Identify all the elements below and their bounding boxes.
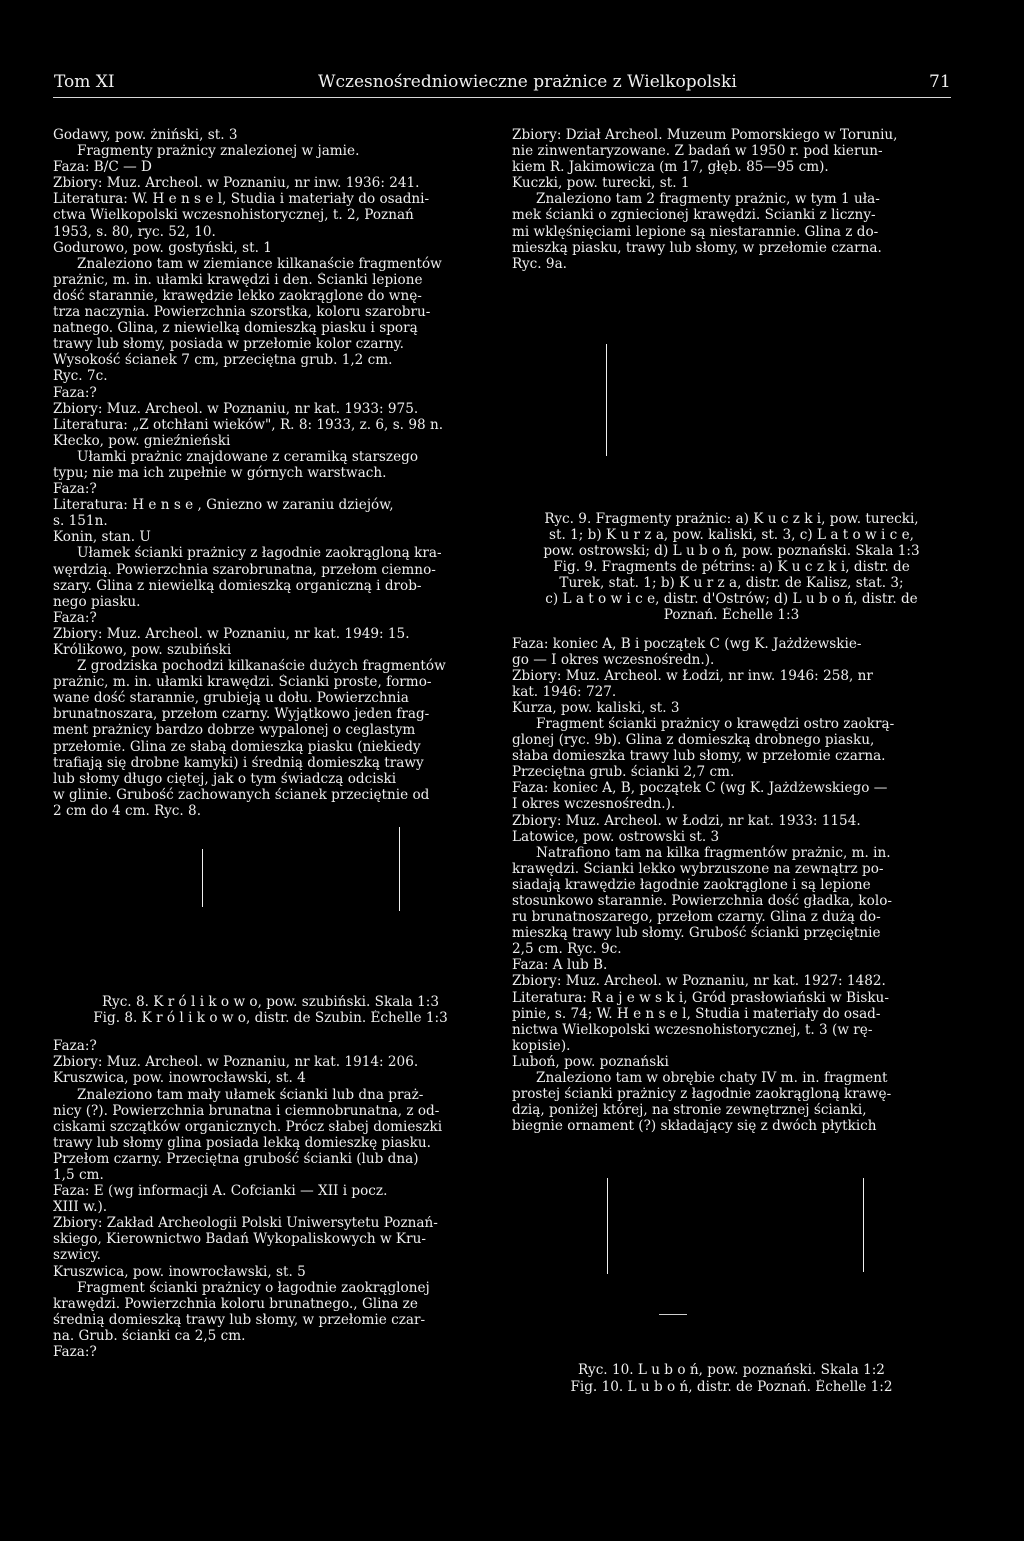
text-line: nicy (?). Powierzchnia brunatna i ciemnobrunatna, z od- — [53, 1102, 440, 1119]
text-line: Zbiory: Muz. Archeol. w Poznaniu, nr kat. 1933: 975. — [53, 400, 419, 417]
text-line: mek ścianki o zgniecionej krawędzi. Ścianki z liczny- — [512, 207, 876, 224]
text-line: ment prażnicy bardzo dobrze wypalonej o ceglastym — [53, 722, 416, 739]
entry-kuczki-continued — [512, 636, 951, 700]
text-line: Ryc. 9. Fragmenty prażnic: a) K u c z k i, pow. turecki, — [544, 510, 919, 527]
text-line: Fragmenty prażnicy znalezionej w jamie. — [77, 143, 360, 160]
text-line: Literatura: „Z otchłani wieków", R. 8: 1933, z. 6, s. 98 n. — [53, 416, 444, 433]
text-line: 2 cm do 4 cm. Ryc. 8. — [53, 802, 202, 819]
figure-10-fragment-edge — [863, 1178, 864, 1272]
text-line: kat. 1946: 727. — [512, 683, 617, 700]
entry-kruszwica-5 — [53, 1264, 488, 1361]
entry-latowice — [512, 829, 951, 1054]
entry-heading: Luboń, pow. poznański — [512, 1053, 669, 1070]
text-line: siadają krawędzie łagodnie zaokrąglone i są lepione — [512, 876, 871, 893]
text-line: krawędzi. Powierzchnia koloru brunatnego., Glina ze — [53, 1295, 418, 1312]
text-line: XIII w.). — [53, 1199, 108, 1216]
text-line: na. Grub. ścianki ca 2,5 cm. — [53, 1327, 246, 1344]
text-line: 1953, s. 80, ryc. 52, 10. — [53, 223, 216, 240]
text-line: pow. ostrowski; d) L u b o ń, pow. poznański. Skala 1:3 — [543, 543, 920, 560]
text-line: nie zinwentaryzowane. Z badań w 1950 r. pod kierun- — [512, 143, 883, 160]
entry-heading: Kuczki, pow. turecki, st. 1 — [512, 175, 690, 192]
running-header-title: Wczesnośredniowieczne prażnice z Wielkopolski — [318, 72, 737, 92]
text-line: w glinie. Grubość zachowanych ścianek przeciętnie od — [53, 786, 430, 803]
text-line: glonej (ryc. 9b). Glina z domieszką drobnego piasku, — [512, 732, 875, 749]
text-line: trawy lub słomy glina posiada lekką domieszkę piasku. — [53, 1134, 431, 1151]
text-line: Ryc. 9a. — [512, 255, 568, 272]
entry-heading: Konin, stan. U — [53, 529, 151, 546]
text-line: Z grodziska pochodzi kilkanaście dużych fragmentów — [77, 658, 446, 675]
text-line: Fragment ścianki prażnicy o łagodnie zaokrąglonej — [77, 1279, 430, 1296]
entry-heading: Latowice, pow. ostrowski st. 3 — [512, 828, 720, 845]
text-line: Zbiory: Muz. Archeol. w Łodzi, nr kat. 1933: 1154. — [512, 812, 861, 829]
entry-heading: Kruszwica, pow. inowrocławski, st. 4 — [53, 1070, 306, 1087]
entry-heading: Królikowo, pow. szubiński — [53, 642, 232, 658]
text-line: c) L a t o w i c e, distr. d'Ostrów; d) L u b o ń, distr. de — [545, 591, 918, 608]
entry-heading: Godawy, pow. żniński, st. 3 — [53, 127, 238, 143]
text-line: Ryc. 8. K r ó l i k o w o, pow. szubiński. Skala 1:3 — [102, 994, 439, 1011]
entry-klecko — [53, 433, 488, 530]
text-line: Faza:? — [53, 1344, 97, 1360]
figure-10-fragment-edge — [607, 1178, 608, 1274]
header-rule — [53, 97, 951, 98]
text-line: Zbiory: Dział Archeol. Muzeum Pomorskiego w Toruniu, — [512, 127, 898, 143]
text-line: Znaleziono tam mały ułamek ścianki lub dna praż- — [77, 1086, 424, 1103]
text-line: mieszką trawy lub słomy. Grubość ścianki przęciętnie — [512, 925, 881, 942]
text-line: typu; nie ma ich zupełnie w górnych warstwach. — [53, 464, 387, 481]
entry-krolikowo — [53, 642, 488, 819]
text-line: Natrafiono tam na kilka fragmentów prażnic, m. in. — [536, 844, 891, 861]
text-line: Faza: koniec A, B, początek C (wg K. Jażdżewskiego — — [512, 780, 888, 797]
text-line: Literatura: W. H e n s e l, Studia i materiały do osadni- — [53, 191, 430, 208]
text-line: Ryc. 10. L u b o ń, pow. poznański. Skala 1:2 — [578, 1362, 885, 1379]
text-line: węrdzią. Powierzchnia szarobrunatna, przełom ciemno- — [53, 561, 436, 578]
text-line: mi wklęśnięciami lepione są niestarannie. Glina z do- — [512, 223, 879, 240]
entry-godawy — [53, 127, 488, 240]
entry-kuczki — [512, 175, 951, 272]
entry-heading: Kruszwica, pow. inowrocławski, st. 5 — [53, 1263, 306, 1280]
text-line: Zbiory: Muz. Archeol. w Poznaniu, nr kat. 1927: 1482. — [512, 973, 886, 990]
text-line: Faza:? — [53, 384, 97, 401]
right-column — [512, 127, 951, 1395]
text-line: Przeciętna grub. ścianki 2,7 cm. — [512, 764, 735, 781]
entry-heading: Kurza, pow. kaliski, st. 3 — [512, 699, 680, 716]
text-line: prażnic, m. in. ułamki krawędzi i den. Ścianki lepione — [53, 271, 423, 288]
text-line: Ryc. 7c. — [53, 368, 108, 385]
text-line: st. 1; b) K u r z a, pow. kaliski, st. 3, c) L a t o w i c e, — [549, 526, 914, 543]
entry-konin — [53, 529, 488, 642]
text-line: Zbiory: Muz. Archeol. w Poznaniu, nr kat. 1949: 15. — [53, 625, 410, 642]
entry-krolikowo-continued — [53, 1038, 488, 1070]
text-line: ctwa Wielkopolski wczesnohistorycznej, t. 2, Poznań — [53, 207, 414, 224]
text-line: lub słomy długo ciętej, jak o tym świadczą odciski — [53, 770, 397, 787]
figure-8-image — [53, 819, 488, 994]
text-line: Faza: B/C — D — [53, 159, 152, 176]
text-line: Faza:? — [53, 1038, 97, 1055]
text-line: trza naczynia. Powierzchnia szorstka, koloru szarobru- — [53, 304, 431, 321]
text-line: Przełom czarny. Przeciętna grubość ścianki (lub dna) — [53, 1150, 419, 1167]
text-line: Fig. 8. K r ó l i k o w o, distr. de Szubin. Échelle 1:3 — [93, 1010, 448, 1027]
text-line: Znaleziono tam 2 fragmenty prażnic, w tym 1 uła- — [536, 191, 880, 208]
figure-10-ornament-line — [659, 1314, 687, 1315]
text-line: Literatura: R a j e w s k i, Gród prasłowiański w Bisku- — [512, 989, 889, 1006]
text-line: szwicy. — [53, 1247, 101, 1264]
figure-8-fragment-edge — [202, 849, 203, 907]
text-line: Zbiory: Muz. Archeol. w Łodzi, nr inw. 1946: 258, nr — [512, 667, 873, 684]
text-line: nego piasku. — [53, 593, 141, 610]
text-line: Zbiory: Muz. Archeol. w Poznaniu, nr kat. 1914: 206. — [53, 1054, 419, 1071]
text-line: go — I okres wczesnośredn.). — [512, 651, 715, 668]
text-line: Faza: A lub B. — [512, 957, 608, 974]
text-line: Znaleziono tam w obrębie chaty IV m. in. fragment — [536, 1070, 888, 1087]
text-line: ciskami szczątków organicznych. Prócz słabej domieszki — [53, 1118, 443, 1135]
text-line: przełomie. Glina ze słabą domieszką piasku (niekiedy — [53, 738, 421, 755]
text-line: skiego, Kierownictwo Badań Wykopaliskowych w Kru- — [53, 1231, 426, 1248]
text-line: Fragment ścianki prażnicy o krawędzi ostro zaokrą- — [536, 715, 895, 732]
text-line: Zbiory: Muz. Archeol. w Poznaniu, nr inw. 1936: 241. — [53, 175, 420, 192]
text-line: Ułamek ścianki prażnicy z łagodnie zaokrągloną kra- — [77, 545, 442, 562]
text-line: trafiają się drobne kamyki) i średnią domieszką trawy — [53, 754, 424, 771]
text-line: Turek, stat. 1; b) K u r z a, distr. de Kalisz, stat. 3; — [559, 575, 904, 592]
text-line: stosunkowo starannie. Powierzchnia dość gładka, kolo- — [512, 893, 892, 909]
text-line: Faza: koniec A, B i początek C (wg K. Jażdżewskie- — [512, 635, 862, 652]
text-line: natnego. Glina, z niewielką domieszką piasku i sporą — [53, 320, 418, 337]
entry-kruszwica-4 — [53, 1070, 488, 1263]
entry-heading: Godurowo, pow. gostyński, st. 1 — [53, 239, 272, 256]
entry-godurowo — [53, 240, 488, 433]
text-line: s. 151n. — [53, 513, 108, 530]
text-line: kiem R. Jakimowicza (m 17, głęb. 85—95 cm). — [512, 159, 829, 176]
text-line: kopisie). — [512, 1037, 571, 1054]
text-line: Faza:? — [53, 609, 97, 626]
text-line: brunatnoszara, przełom czarny. Wyjątkowo jeden frag- — [53, 706, 430, 723]
running-header-volume: Tom XI — [54, 72, 115, 92]
text-line: krawędzi. Ścianki lekko wybrzuszone na zewnątrz po- — [512, 860, 884, 877]
text-line: Zbiory: Zakład Archeologii Polski Uniwersytetu Poznań- — [53, 1215, 438, 1232]
text-line: 1,5 cm. — [53, 1166, 104, 1183]
figure-9-fragment-edge — [606, 344, 607, 456]
figure-10-image — [512, 1134, 951, 1362]
figure-10-caption — [512, 1362, 951, 1394]
entry-heading: Kłecko, pow. gnieźnieński — [53, 432, 231, 449]
text-line: nictwa Wielkopolski wczesnohistorycznej, t. 3 (w rę- — [512, 1021, 873, 1038]
text-line: trawy lub słomy, posiada w przełomie kolor czarny. — [53, 336, 404, 353]
text-line: dzią, poniżej której, na stronie zewnętrznej ścianki, — [512, 1102, 867, 1119]
figure-8-fragment-edge — [399, 827, 400, 911]
text-line: biegnie ornament (?) składający się z dwóch płytkich — [512, 1118, 877, 1135]
text-line: Literatura: H e n s e , Gniezno w zaraniu dziejów, — [53, 497, 394, 514]
left-column — [53, 127, 488, 1360]
text-line: słaba domieszka trawy lub słomy, w przełomie czarna. — [512, 748, 886, 765]
text-line: I okres wczesnośredn.). — [512, 796, 676, 813]
text-line: prostej ścianki prażnicy z łagodnie zaokrągloną krawę- — [512, 1086, 892, 1103]
text-line: prażnic, m. in. ułamki krawędzi. Ścianki proste, formo- — [53, 674, 432, 691]
text-line: dość starannie, krawędzie lekko zaokrąglone do wnę- — [53, 287, 422, 304]
figure-9-caption — [512, 511, 951, 624]
text-line: 2,5 cm. Ryc. 9c. — [512, 941, 622, 958]
text-line: Fig. 10. L u b o ń, distr. de Poznań. Échelle 1:2 — [570, 1378, 893, 1395]
entry-kurza — [512, 700, 951, 829]
page-number: 71 — [929, 72, 951, 92]
text-line: wane dość starannie, grubieją u dołu. Powierzchnia — [53, 690, 409, 707]
entry-lubon — [512, 1054, 951, 1134]
text-line: mieszką piasku, trawy lub słomy, w przełomie czarna. — [512, 239, 882, 256]
text-line: pinie, s. 74; W. H e n s e l, Studia i materiały do osad- — [512, 1005, 881, 1022]
text-line: Znaleziono tam w ziemiance kilkanaście fragmentów — [77, 255, 442, 272]
text-line: Fig. 9. Fragments de pétrins: a) K u c z k i, distr. de — [553, 559, 910, 576]
text-line: Faza: E (wg informacji A. Cofcianki — XII i pocz. — [53, 1183, 388, 1200]
entry-kruszwica-5-continued — [512, 127, 951, 175]
text-line: Ułamki prażnic znajdowane z ceramiką starszego — [77, 448, 419, 465]
text-line: Wysokość ścianek 7 cm, przeciętna grub. 1,2 cm. — [53, 352, 393, 369]
text-line: Faza:? — [53, 481, 97, 498]
figure-8-caption — [53, 994, 488, 1026]
figure-9-image — [512, 272, 951, 511]
text-line: Poznań. Échelle 1:3 — [663, 607, 800, 624]
text-line: średnią domieszką trawy lub słomy, w przełomie czar- — [53, 1311, 426, 1328]
text-line: ru brunatnoszarego, przełom czarny. Glina z dużą do- — [512, 909, 881, 926]
text-line: szary. Glina z niewielką domieszką organiczną i drob- — [53, 577, 422, 594]
